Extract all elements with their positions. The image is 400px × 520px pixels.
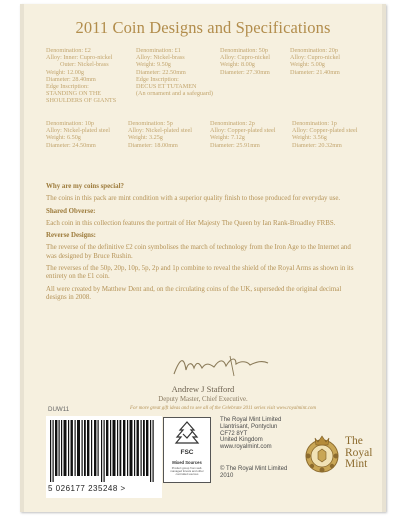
spec-line: Weight: 9.50g	[136, 61, 171, 69]
handwritten-signature	[170, 354, 270, 378]
spec-1p	[292, 120, 358, 149]
spec-line: Edge Inscription:	[46, 83, 89, 91]
spec-line: Diameter: 24.50mm	[46, 141, 96, 149]
royal-mint-crest-icon	[302, 432, 342, 476]
spec-line: Alloy: Cupro-nickel	[220, 54, 271, 62]
address-line: www.royalmint.com	[220, 444, 272, 451]
reverse-text-2: The reverses of the 50p, 20p, 10p, 5p, 2p and 1p combine to reveal the shield of the Royal Arms as shown in its entirety on the £1 coin.	[46, 265, 354, 281]
info-section	[46, 183, 356, 306]
spec-line: Alloy: Inner: Cupro-nickel	[46, 54, 113, 62]
spec-line: Diameter: 25.91mm	[210, 141, 260, 149]
address-line: Llantrisant, Pontyclun	[220, 423, 278, 430]
spec-line: Diameter: 27.30mm	[220, 68, 270, 76]
spec-line: Alloy: Copper-plated steel	[210, 127, 276, 135]
spec-line: Diameter: 21.40mm	[290, 68, 340, 76]
spec-line: Denomination: 2p	[210, 120, 255, 127]
address-line: United Kingdom	[220, 437, 263, 444]
card-right-edge	[382, 4, 386, 512]
spec-line: Weight: 7.12g	[210, 134, 245, 142]
spec-line: DECUS ET TUTAMEN	[136, 83, 197, 91]
spec-line: Weight: 8.00g	[220, 61, 255, 69]
reverse-heading: Reverse Designs:	[46, 232, 96, 240]
barcode-number: 5 026177 235248 >	[48, 484, 126, 493]
brand-line: The	[345, 435, 363, 447]
mint-address	[220, 417, 281, 451]
spec-line: Diameter: 20.32mm	[292, 141, 342, 149]
spec-line: Denomination: 5p	[128, 120, 173, 127]
copyright	[220, 466, 287, 480]
reverse-text-3: All were created by Matthew Dent and, on the circulating coins of the UK, superseded the original decimal designs in 2008.	[46, 285, 342, 301]
spec-2-pound	[46, 47, 116, 105]
spec-line: Outer: Nickel-brass	[60, 61, 109, 69]
spec-2p	[210, 120, 276, 149]
spec-line: Denomination: £1	[136, 47, 181, 54]
spec-line: Weight: 6.50g	[46, 134, 81, 142]
fsc-logo-text: FSC	[180, 449, 194, 456]
signer-role: Deputy Master, Chief Executive.	[158, 396, 248, 403]
obverse-heading: Shared Obverse:	[46, 207, 96, 215]
spec-line: Alloy: Cupro-nickel	[290, 54, 341, 62]
product-code: DUW11	[48, 406, 70, 413]
spec-line: Denomination: 50p	[220, 47, 268, 54]
spec-10p	[46, 120, 110, 149]
spec-line: Weight: 5.00g	[290, 61, 325, 69]
brand-line: Royal	[345, 446, 373, 459]
spec-line: Diameter: 22.50mm	[136, 68, 186, 76]
special-text: The coins in this pack are mint condition with a superior quality finish to those produced for everyday use.	[46, 195, 341, 203]
fsc-label-box	[163, 417, 211, 483]
reverse-text-1: The reverse of the definitive £2 coin symbolises the march of technology from the Iron Age to the Internet and was designed by Bruce Rushin.	[46, 244, 351, 260]
spec-line: STANDING ON THE	[46, 90, 102, 98]
spec-line: Denomination: £2	[46, 47, 91, 54]
spec-line: Diameter: 28.40mm	[46, 75, 96, 83]
barcode-bars	[46, 416, 162, 482]
address-line: CF72 8YT	[220, 430, 248, 437]
spec-1-pound	[136, 47, 213, 97]
copyright-line: © The Royal Mint Limited	[220, 466, 288, 472]
page-title: 2011 Coin Designs and Specifications	[75, 18, 331, 37]
spec-line: Weight: 12.00g	[46, 68, 84, 76]
spec-line: Diameter: 18.00mm	[128, 141, 178, 149]
royal-mint-wordmark	[345, 436, 372, 471]
spec-line: Denomination: 1p	[292, 120, 337, 127]
spec-line: (An ornament and a safeguard)	[136, 90, 213, 98]
spec-line: Alloy: Nickel-plated steel	[46, 127, 110, 135]
spec-line: Alloy: Nickel-plated steel	[128, 127, 192, 135]
fsc-mixed-sources: Mixed Sources	[172, 460, 202, 465]
brand-line: Mint	[345, 458, 368, 470]
coin-info-card	[20, 4, 386, 512]
special-heading: Why are my coins special?	[46, 183, 124, 190]
spec-20p	[290, 47, 340, 76]
address-line: The Royal Mint Limited	[220, 417, 282, 423]
fsc-fine-print: Product group from well-managed forests and other controlled sources	[170, 466, 204, 477]
signer-name: Andrew J Stafford	[171, 384, 235, 394]
spec-line: Edge Inscription:	[136, 75, 179, 83]
spec-line: Denomination: 20p	[290, 47, 338, 54]
spec-50p	[220, 47, 270, 76]
footer-note: For more great gift ideas and to see all of the Celebrate 2011 series visit www.royalmint.com	[130, 406, 317, 411]
spec-line: Weight: 3.56g	[292, 134, 327, 142]
spec-line: Alloy: Copper-plated steel	[292, 127, 358, 135]
spec-line: Weight: 3.25g	[128, 134, 163, 142]
spec-line: Alloy: Nickel-brass	[136, 54, 185, 62]
spec-5p	[128, 120, 192, 149]
obverse-text: Each coin in this collection features the portrait of Her Majesty The Queen by Ian Rank-Broadley FRBS.	[46, 219, 336, 227]
fsc-tree-icon	[164, 418, 210, 448]
spec-line: SHOULDERS OF GIANTS	[46, 97, 117, 105]
spec-line: Denomination: 10p	[46, 120, 94, 127]
card-left-edge	[20, 4, 24, 512]
copyright-line: 2010	[220, 473, 234, 479]
